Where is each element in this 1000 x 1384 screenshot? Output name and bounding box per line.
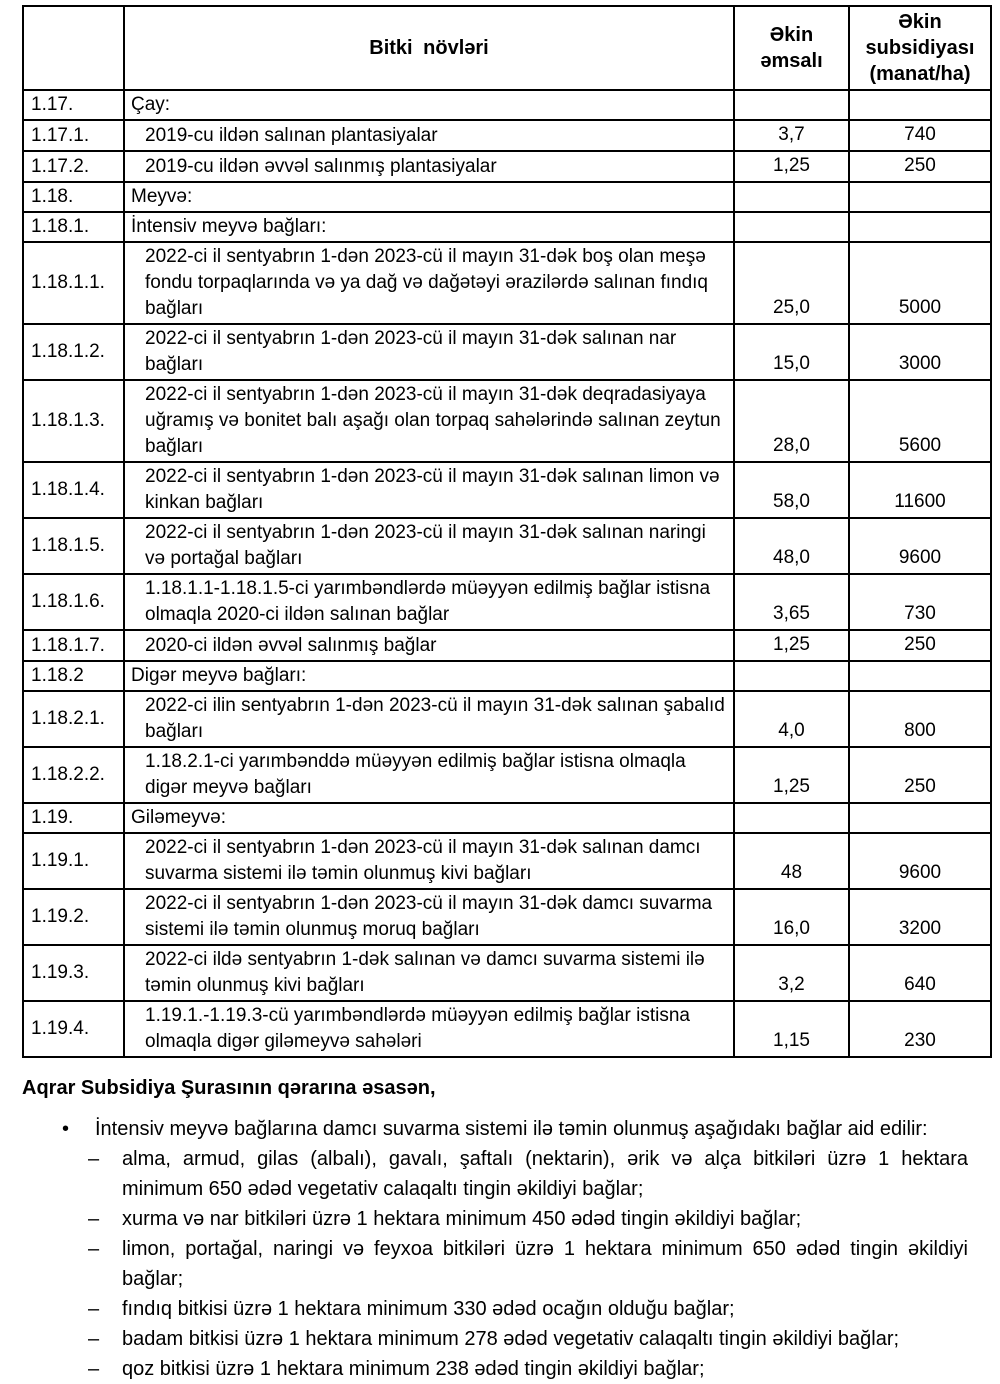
- row-subsidy: [849, 661, 991, 691]
- row-number: 1.18.2: [23, 661, 124, 691]
- row-name: 2019-cu ildən əvvəl salınmış plantasiyalar: [124, 151, 734, 182]
- row-number: 1.18.2.2.: [23, 747, 124, 803]
- table-row: [23, 151, 991, 182]
- row-name: 2022-ci il sentyabrın 1-dən 2023-cü il mayın 31-dək boş olan meşə fondu torpaqlarında və ya dağ və dağətəyi ərazilərdə salınan fındıq bağları: [124, 242, 734, 324]
- row-coefficient: 3,65: [734, 574, 849, 630]
- bullet-item: [22, 1114, 968, 1144]
- table-row: [23, 803, 991, 833]
- row-number: 1.18.: [23, 182, 124, 212]
- table-row: [23, 574, 991, 630]
- dash-list-item: [22, 1204, 968, 1234]
- decision-heading: Aqrar Subsidiya Şurasının qərarına əsasən,: [22, 1077, 436, 1099]
- row-coefficient: 16,0: [734, 889, 849, 945]
- row-number: 1.19.1.: [23, 833, 124, 889]
- dash-icon: –: [88, 1298, 100, 1320]
- table-row: [23, 945, 991, 1001]
- table-row: [23, 661, 991, 691]
- row-name: 2022-ci il sentyabrın 1-dən 2023-cü il mayın 31-dək salınan nar bağları: [124, 324, 734, 380]
- row-number: 1.18.1.7.: [23, 630, 124, 661]
- row-subsidy: 9600: [849, 518, 991, 574]
- row-coefficient: 58,0: [734, 462, 849, 518]
- row-subsidy: 11600: [849, 462, 991, 518]
- row-subsidy: 640: [849, 945, 991, 1001]
- dash-list-item: [22, 1234, 968, 1294]
- row-name: Çay:: [124, 90, 734, 120]
- row-name: 2020-ci ildən əvvəl salınmış bağlar: [124, 630, 734, 661]
- row-coefficient: 4,0: [734, 691, 849, 747]
- row-coefficient: 48,0: [734, 518, 849, 574]
- row-name: 2022-ci ildə sentyabrın 1-dək salınan və damcı suvarma sistemi ilə təmin olunmuş kivi bağları: [124, 945, 734, 1001]
- table-row: [23, 242, 991, 324]
- row-subsidy: 3000: [849, 324, 991, 380]
- dash-list-item: [22, 1294, 968, 1324]
- table-row: [23, 182, 991, 212]
- table-header-row: [23, 6, 991, 90]
- dash-item-text: xurma və nar bitkiləri üzrə 1 hektara minimum 450 ədəd tingin əkildiyi bağlar;: [122, 1208, 802, 1230]
- dash-icon: –: [88, 1328, 100, 1350]
- row-number: 1.18.1.4.: [23, 462, 124, 518]
- row-subsidy: 5600: [849, 380, 991, 462]
- row-name: 1.19.1.-1.19.3-cü yarımbəndlərdə müəyyən edilmiş bağlar istisna olmaqla digər giləmeyvə sahələri: [124, 1001, 734, 1057]
- row-number: 1.17.2.: [23, 151, 124, 182]
- row-subsidy: 250: [849, 747, 991, 803]
- row-subsidy: 730: [849, 574, 991, 630]
- row-coefficient: 3,7: [734, 120, 849, 151]
- dash-item-text: qoz bitkisi üzrə 1 hektara minimum 238 ədəd tingin əkildiyi bağlar;: [122, 1358, 705, 1380]
- table-row: [23, 1001, 991, 1057]
- dash-item-text: fındıq bitkisi üzrə 1 hektara minimum 330 ədəd ocağın olduğu bağlar;: [122, 1298, 735, 1320]
- row-subsidy: 250: [849, 151, 991, 182]
- table-row: [23, 90, 991, 120]
- dash-list-item: [22, 1354, 968, 1384]
- row-subsidy: 740: [849, 120, 991, 151]
- row-name: İntensiv meyvə bağları:: [124, 212, 734, 242]
- row-name: 1.18.1.1-1.18.1.5-ci yarımbəndlərdə müəyyən edilmiş bağlar istisna olmaqla 2020-ci ildən salınan bağlar: [124, 574, 734, 630]
- row-name: 1.18.2.1-ci yarımbənddə müəyyən edilmiş bağlar istisna olmaqla digər meyvə bağları: [124, 747, 734, 803]
- table-row: [23, 691, 991, 747]
- row-number: 1.18.1.1.: [23, 242, 124, 324]
- row-coefficient: 1,15: [734, 1001, 849, 1057]
- row-name: 2022-ci il sentyabrın 1-dən 2023-cü il mayın 31-dək damcı suvarma sistemi ilə təmin olunmuş moruq bağları: [124, 889, 734, 945]
- row-subsidy: 9600: [849, 833, 991, 889]
- row-coefficient: 3,2: [734, 945, 849, 1001]
- table-row: [23, 747, 991, 803]
- dash-icon: –: [88, 1208, 100, 1230]
- row-number: 1.19.: [23, 803, 124, 833]
- row-coefficient: [734, 90, 849, 120]
- row-coefficient: [734, 212, 849, 242]
- table-row: [23, 212, 991, 242]
- row-coefficient: [734, 661, 849, 691]
- table-row: [23, 889, 991, 945]
- row-number: 1.18.1.6.: [23, 574, 124, 630]
- dash-icon: –: [88, 1358, 100, 1380]
- row-number: 1.19.3.: [23, 945, 124, 1001]
- row-subsidy: 3200: [849, 889, 991, 945]
- header-plant-types: Bitki növləri: [124, 6, 734, 90]
- table-row: [23, 630, 991, 661]
- row-number: 1.18.2.1.: [23, 691, 124, 747]
- row-name: 2022-ci il sentyabrın 1-dən 2023-cü il mayın 31-dək salınan naringi və portağal bağları: [124, 518, 734, 574]
- row-coefficient: 48: [734, 833, 849, 889]
- table-row: [23, 462, 991, 518]
- row-subsidy: [849, 90, 991, 120]
- row-name: 2019-cu ildən salınan plantasiyalar: [124, 120, 734, 151]
- row-subsidy: 5000: [849, 242, 991, 324]
- row-name: 2022-ci ilin sentyabrın 1-dən 2023-cü il mayın 31-dək salınan şabalıd bağları: [124, 691, 734, 747]
- dash-item-text: alma, armud, gilas (albalı), gavalı, şaftalı (nektarin), ərik və alça bitkiləri üzrə 1 hektara minimum 650 ədəd vegetativ calaqaltı tingin əkildiyi bağlar;: [122, 1148, 968, 1200]
- row-coefficient: 1,25: [734, 151, 849, 182]
- row-number: 1.19.2.: [23, 889, 124, 945]
- header-coefficient: Əkin əmsalı: [734, 6, 849, 90]
- row-subsidy: [849, 803, 991, 833]
- row-name: Giləmeyvə:: [124, 803, 734, 833]
- bullet-icon: •: [62, 1118, 70, 1140]
- table-row: [23, 518, 991, 574]
- dash-icon: –: [88, 1238, 100, 1260]
- row-name: 2022-ci il sentyabrın 1-dən 2023-cü il mayın 31-dək salınan limon və kinkan bağları: [124, 462, 734, 518]
- row-coefficient: 25,0: [734, 242, 849, 324]
- row-coefficient: 28,0: [734, 380, 849, 462]
- row-number: 1.17.1.: [23, 120, 124, 151]
- row-name: 2022-ci il sentyabrın 1-dən 2023-cü il mayın 31-dək deqradasiyaya uğramış və bonitet balı aşağı olan torpaq sahələrində salınan zeytun bağları: [124, 380, 734, 462]
- row-name: 2022-ci il sentyabrın 1-dən 2023-cü il mayın 31-dək salınan damcı suvarma sistemi ilə təmin olunmuş kivi bağları: [124, 833, 734, 889]
- row-coefficient: 15,0: [734, 324, 849, 380]
- dash-item-text: limon, portağal, naringi və feyxoa bitkiləri üzrə 1 hektara minimum 650 ədəd tingin əkildiyi bağlar;: [122, 1238, 968, 1290]
- table-row: [23, 324, 991, 380]
- dash-list-item: [22, 1324, 968, 1354]
- dash-icon: –: [88, 1148, 100, 1170]
- row-number: 1.18.1.2.: [23, 324, 124, 380]
- header-subsidy: Əkin subsidiyası (manat/ha): [849, 6, 991, 90]
- row-subsidy: 230: [849, 1001, 991, 1057]
- row-coefficient: [734, 182, 849, 212]
- header-number-cell: [23, 6, 124, 90]
- table-row: [23, 380, 991, 462]
- row-subsidy: [849, 212, 991, 242]
- row-coefficient: 1,25: [734, 630, 849, 661]
- row-name: Meyvə:: [124, 182, 734, 212]
- row-number: 1.18.1.3.: [23, 380, 124, 462]
- table-row: [23, 833, 991, 889]
- bullet-text: İntensiv meyvə bağlarına damcı suvarma sistemi ilə təmin olunmuş aşağıdakı bağlar aid edilir:: [95, 1118, 928, 1140]
- dash-list-item: [22, 1144, 968, 1204]
- row-number: 1.18.1.5.: [23, 518, 124, 574]
- row-name: Digər meyvə bağları:: [124, 661, 734, 691]
- dash-item-text: badam bitkisi üzrə 1 hektara minimum 278 ədəd vegetativ calaqaltı tingin əkildiyi bağlar;: [122, 1328, 900, 1350]
- row-number: 1.19.4.: [23, 1001, 124, 1057]
- row-subsidy: 250: [849, 630, 991, 661]
- row-coefficient: 1,25: [734, 747, 849, 803]
- row-number: 1.18.1.: [23, 212, 124, 242]
- row-number: 1.17.: [23, 90, 124, 120]
- row-subsidy: 800: [849, 691, 991, 747]
- row-subsidy: [849, 182, 991, 212]
- row-coefficient: [734, 803, 849, 833]
- subsidy-table: [22, 5, 992, 1058]
- table-row: [23, 120, 991, 151]
